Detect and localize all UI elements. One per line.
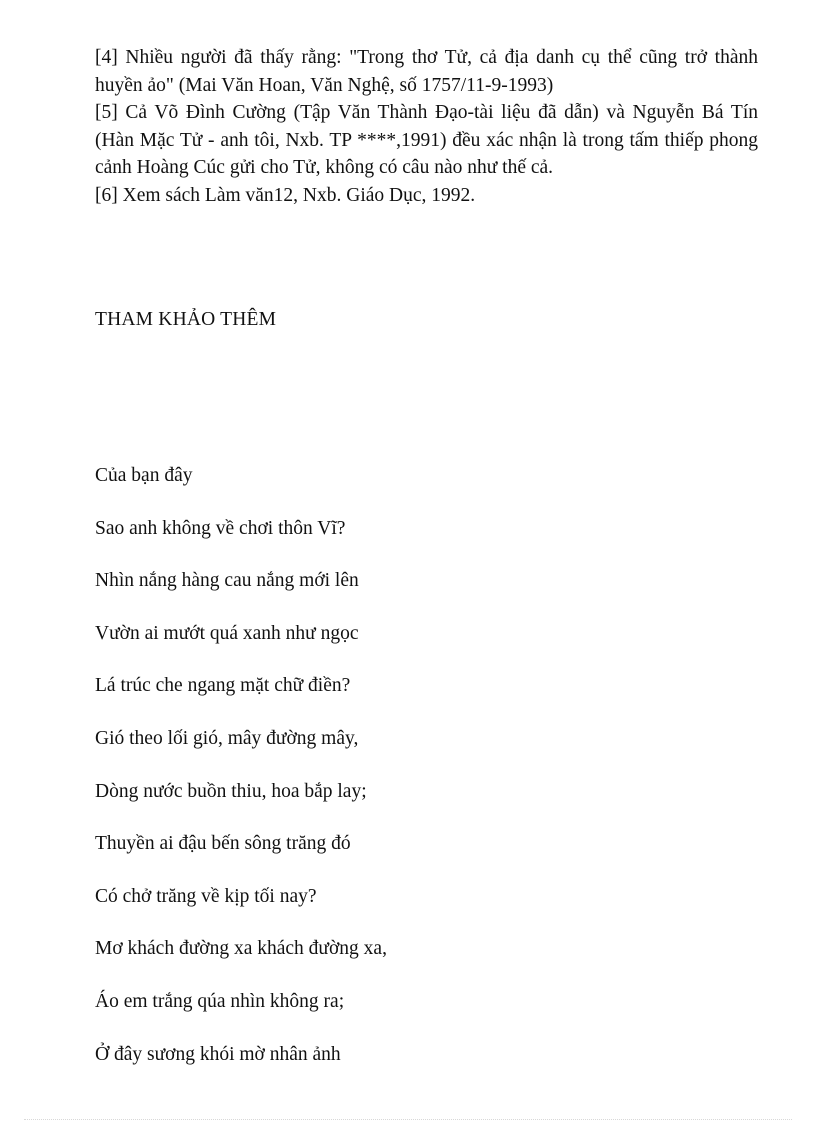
- poem-line: Ở đây sương khói mờ nhân ảnh: [95, 1043, 341, 1065]
- poem-line: Nhìn nắng hàng cau nắng mới lên: [95, 570, 359, 592]
- poem-line: Của bạn đây: [95, 465, 193, 486]
- poem: [95, 462, 387, 1093]
- poem-line: Dòng nước buồn thiu, hoa bắp lay;: [95, 780, 367, 802]
- page-bottom-divider: [24, 1119, 792, 1120]
- footnote-4: [4] Nhiều người đã thấy rằng: "Trong thơ Tử, cả địa danh cụ thể cũng trở thành huyền ảo" (Mai Văn Hoan, Văn Nghệ, số 1757/11-9-1993): [95, 47, 758, 96]
- poem-line: Có chở trăng về kịp tối nay?: [95, 885, 317, 907]
- footnotes-block: [95, 44, 758, 209]
- poem-line: Sao anh không về chơi thôn Vĩ?: [95, 517, 346, 539]
- poem-line: Áo em trắng qúa nhìn không ra;: [95, 990, 345, 1012]
- section-title: THAM KHẢO THÊM: [95, 309, 277, 330]
- poem-line: Gió theo lối gió, mây đường mây,: [95, 727, 359, 749]
- poem-line: Vườn ai mướt quá xanh như ngọc: [95, 622, 359, 644]
- footnote-6: [6] Xem sách Làm văn12, Nxb. Giáo Dục, 1992.: [95, 184, 476, 206]
- poem-line: Mơ khách đường xa khách đường xa,: [95, 938, 387, 960]
- footnote-5: [5] Cả Võ Đình Cường (Tập Văn Thành Đạo-tài liệu đã dẫn) và Nguyễn Bá Tín (Hàn Mặc Tử - anh tôi, Nxb. TP ****,1991) đều xác nhận là trong tấm thiếp phong cảnh Hoàng Cúc gửi cho Tử, không có câu nào như thế cả.: [95, 102, 758, 178]
- poem-line: Lá trúc che ngang mặt chữ điền?: [95, 675, 351, 697]
- poem-line: Thuyền ai đậu bến sông trăng đó: [95, 833, 351, 855]
